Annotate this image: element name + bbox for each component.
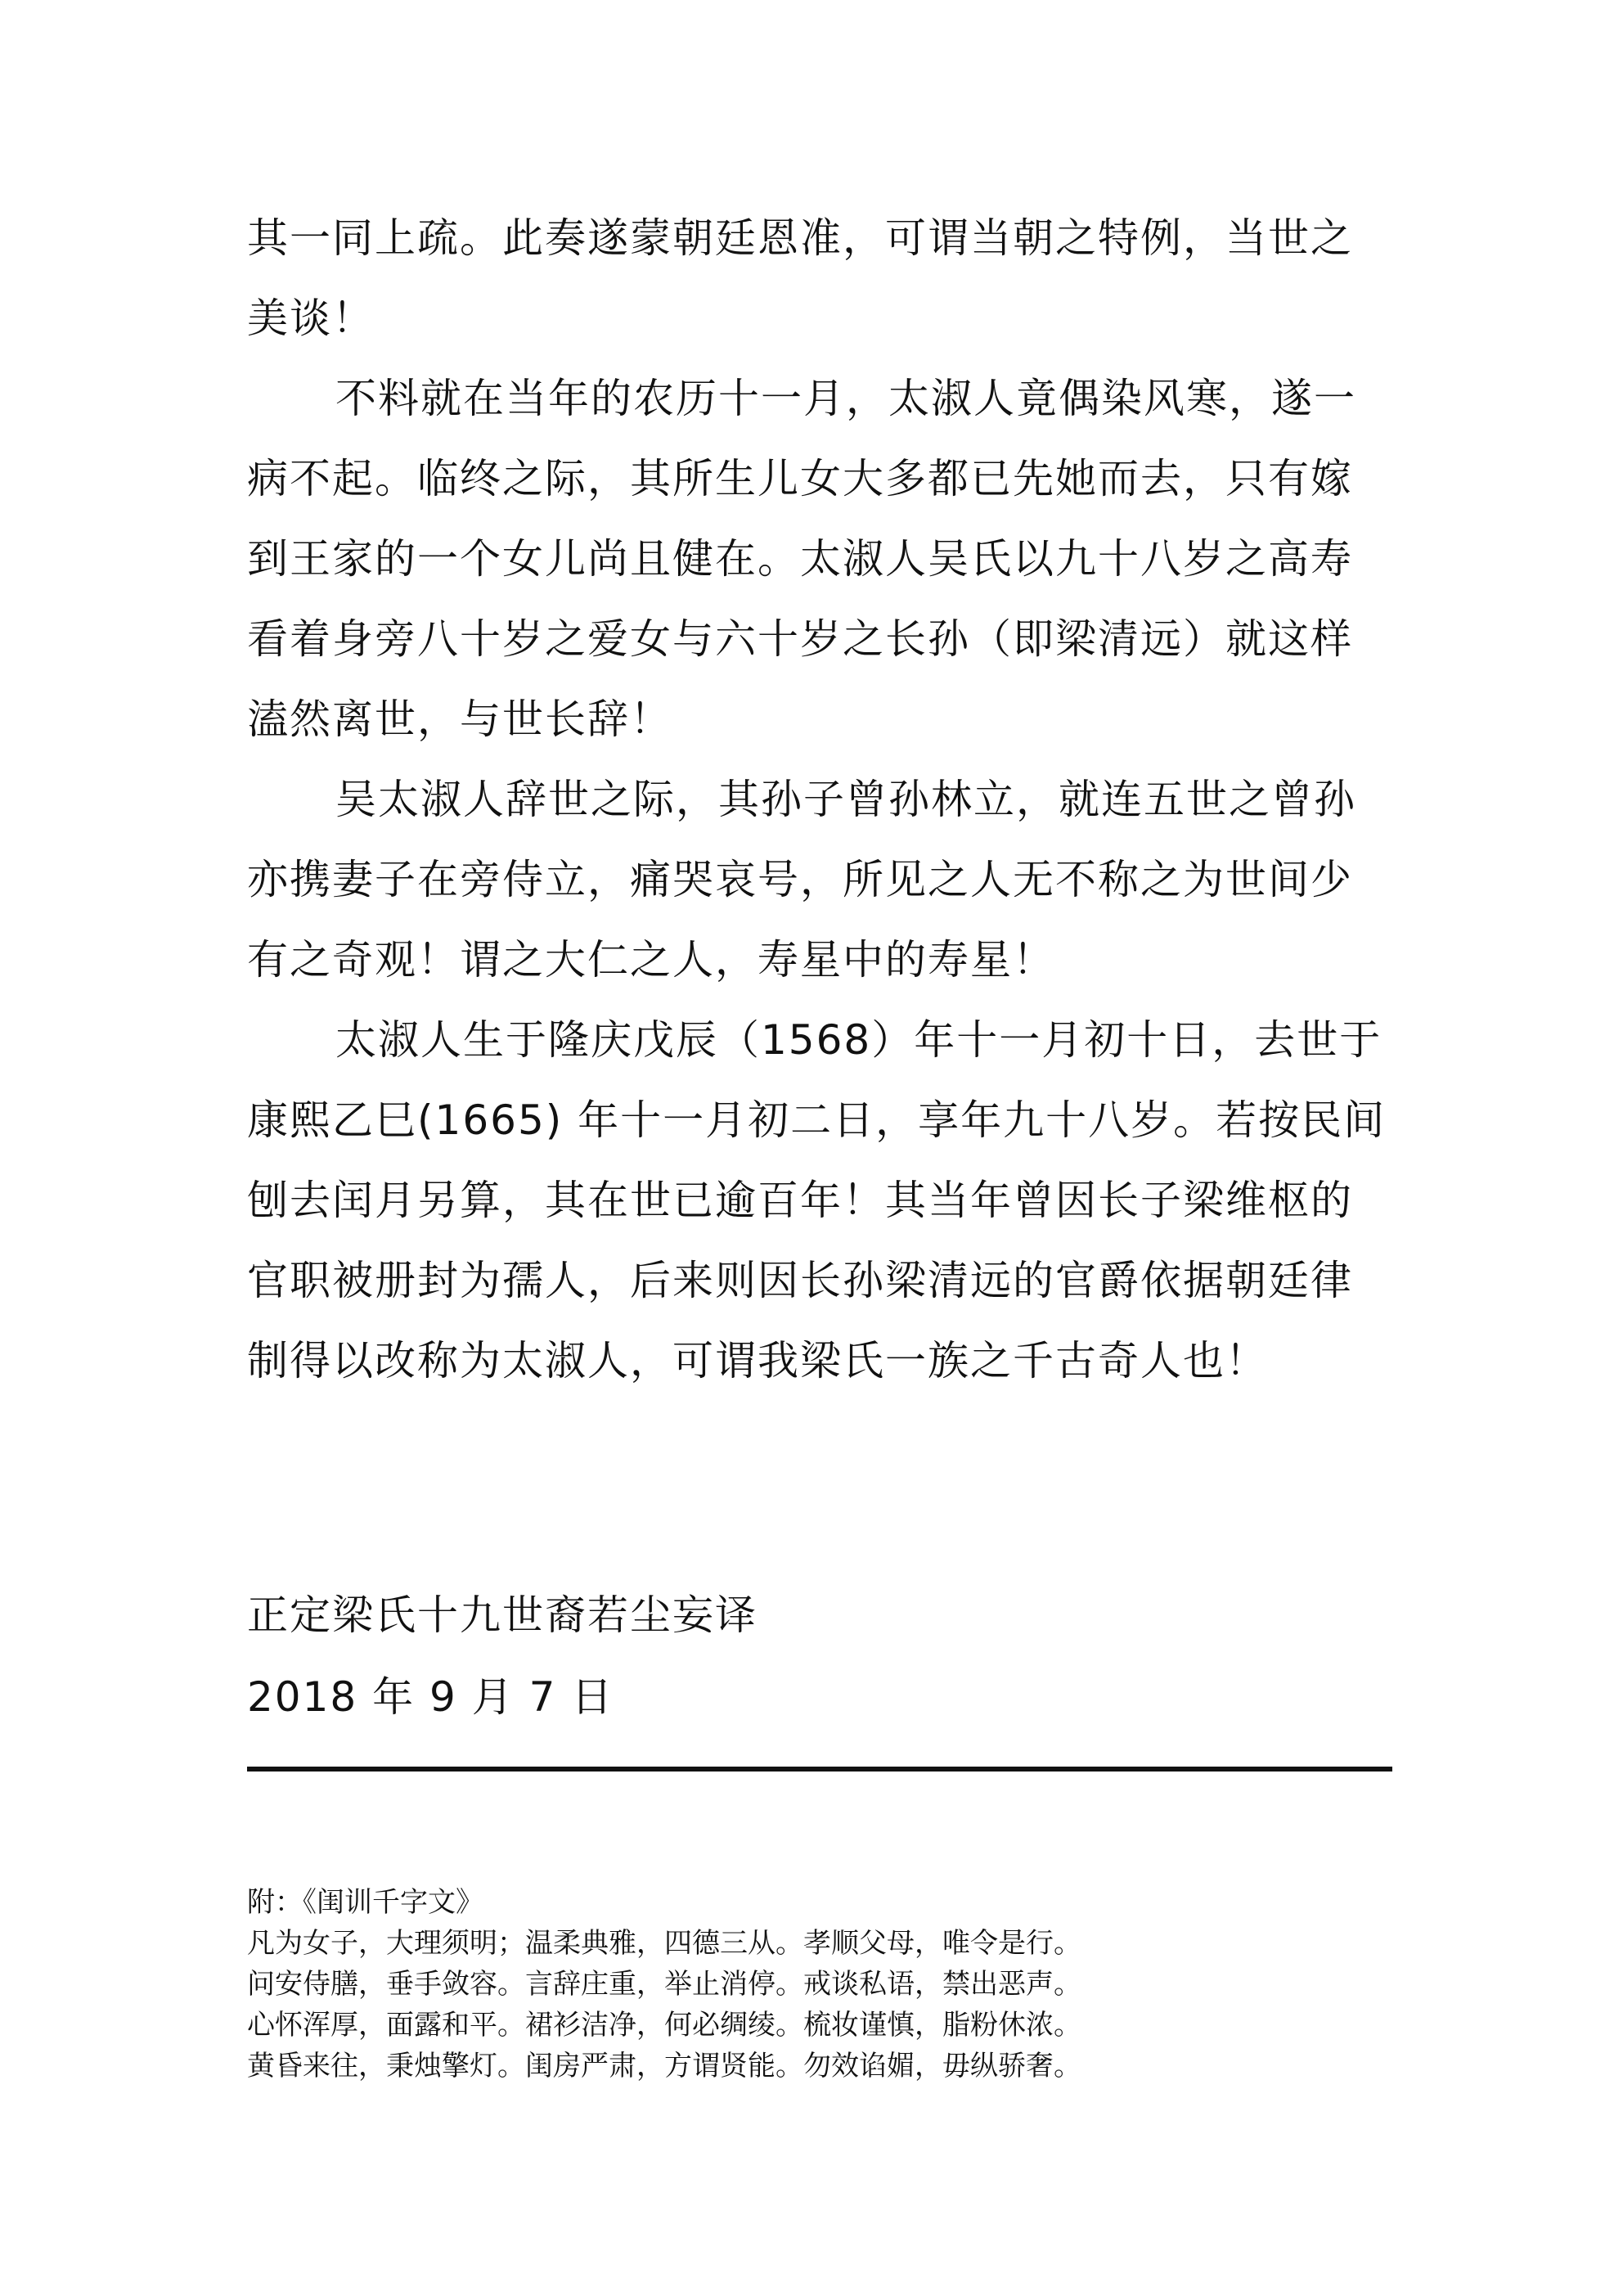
body-line: 制得以改称为太淑人，可谓我梁氏一族之千古奇人也！ [247, 1337, 1268, 1384]
appendix [247, 1882, 1392, 2087]
body-text [247, 198, 1392, 1401]
appendix-line: 黄昏来往，秉烛擎灯。闺房严肃，方谓贤能。勿效谄媚，毋纵骄奢。 [247, 2050, 1081, 2082]
translator-credit: 正定梁氏十九世裔若尘妄译 [247, 1591, 758, 1639]
body-line: 到王家的一个女儿尚且健在。太淑人吴氏以九十八岁之高寿 [247, 535, 1353, 583]
body-line: 其一同上疏。此奏遂蒙朝廷恩准，可谓当朝之特例，当世之 [247, 214, 1353, 262]
body-line: 有之奇观！谓之大仁之人，寿星中的寿星！ [247, 936, 1055, 984]
body-line: 看着身旁八十岁之爱女与六十岁之长孙（即梁清远）就这样 [247, 615, 1353, 663]
horizontal-rule [247, 1767, 1392, 1772]
body-line: 太淑人生于隆庆戊辰（1568）年十一月初十日，去世于 [335, 1016, 1382, 1064]
body-line: 病不起。临终之际，其所生儿女大多都已先她而去，只有嫁 [247, 455, 1353, 502]
appendix-line: 凡为女子，大理须明；温柔典雅，四德三从。孝顺父母，唯令是行。 [247, 1927, 1081, 1960]
body-line: 吴太淑人辞世之际，其孙子曾孙林立，就连五世之曾孙 [335, 776, 1356, 823]
appendix-line: 问安侍膳，垂手敛容。言辞庄重，举止消停。戒谈私语，禁出恶声。 [247, 1968, 1081, 2001]
appendix-lines [247, 1923, 1392, 2087]
body-line: 溘然离世，与世长辞！ [247, 696, 672, 743]
body-line: 亦携妻子在旁侍立，痛哭哀号，所见之人无不称之为世间少 [247, 856, 1353, 903]
signature-block [247, 1574, 758, 1738]
appendix-line: 心怀浑厚，面露和平。裙衫洁净，何必绸绫。梳妆谨慎，脂粉休浓。 [247, 2009, 1081, 2042]
body-line: 刨去闰月另算，其在世已逾百年！其当年曾因长子梁维枢的 [247, 1177, 1353, 1224]
translation-date: 2018 年 9 月 7 日 [247, 1673, 614, 1721]
body-line: 美谈！ [247, 295, 375, 342]
body-line: 不料就在当年的农历十一月，太淑人竟偶染风寒，遂一 [335, 375, 1356, 422]
body-line: 官职被册封为孺人，后来则因长孙梁清远的官爵依据朝廷律 [247, 1257, 1353, 1304]
body-line: 康熙乙巳(1665) 年十一月初二日，享年九十八岁。若按民间 [247, 1096, 1387, 1144]
appendix-title: 附：《闺训千字文》 [247, 1886, 483, 1919]
